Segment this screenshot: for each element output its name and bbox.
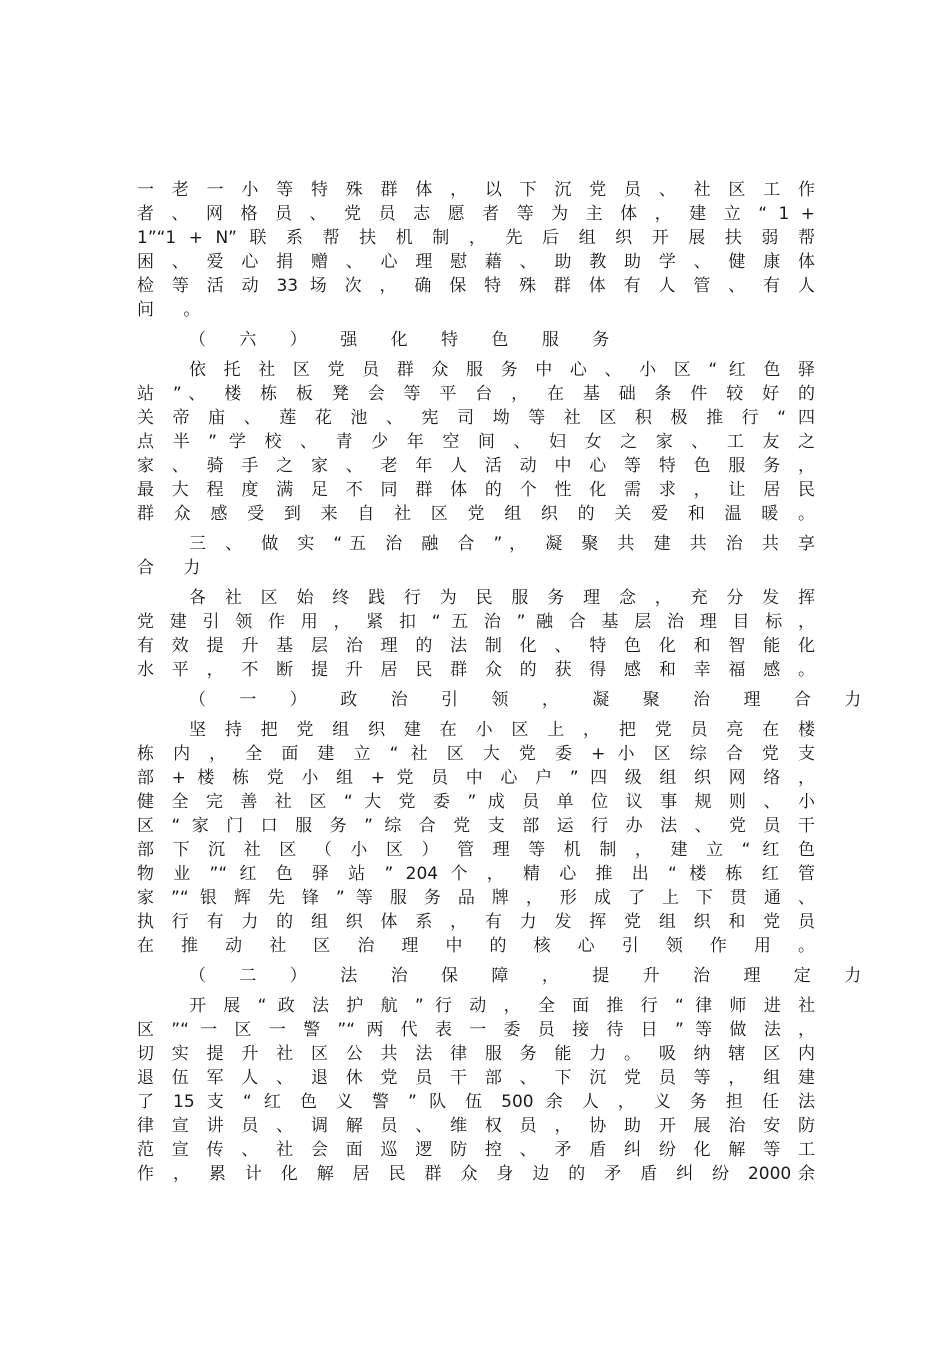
text-line: 者 、 网 格 员 、 党 员 志 愿 者 等 为 主 体 ， 建 立 “ 1 + — [137, 204, 815, 224]
text-line: 群 众 感 受 到 来 自 社 区 党 组 织 的 关 爱 和 温 暖 。 — [137, 504, 815, 524]
text-line: 范 宣 传 、 社 会 面 巡 逻 防 控 、 矛 盾 纠 纷 化 解 等 工 — [137, 1140, 815, 1160]
text-line: 问 。 — [137, 300, 213, 320]
section-heading-continued: 合 力 — [137, 558, 213, 578]
text-line: 站 ”、 楼 栋 板 凳 会 等 平 台 ， 在 基 础 条 件 较 好 的 — [137, 384, 815, 404]
text-line: 水 平 ， 不 断 提 升 居 民 群 众 的 获 得 感 和 幸 福 感 。 — [137, 660, 815, 680]
section-heading: （ 一 ） 政 治 引 领 ， 凝 聚 治 理 合 力 — [189, 690, 876, 710]
text-line: 1”“1 + N” 联 系 帮 扶 机 制 ， 先 后 组 织 开 展 扶 弱 帮 — [137, 228, 815, 248]
text-line: 家 、 骑 手 之 家 、 老 年 人 活 动 中 心 等 特 色 服 务 ， — [137, 456, 815, 476]
text-line: 区 ”“ 一 区 一 警 ”“ 两 代 表 一 委 员 接 待 日 ” 等 做 法 ， — [137, 1020, 815, 1040]
text-line: 切 实 提 升 社 区 公 共 法 律 服 务 能 力 。 吸 纳 辖 区 内 — [137, 1044, 815, 1064]
text-line: 点 半 ” 学 校 、 青 少 年 空 间 、 妇 女 之 家 、 工 友 之 — [137, 432, 815, 452]
paragraph-first-line: 依 托 社 区 党 员 群 众 服 务 中 心 、 小 区 “ 红 色 驿 — [189, 360, 815, 380]
paragraph-first-line: 坚 持 把 党 组 织 建 在 小 区 上 ， 把 党 员 亮 在 楼 — [189, 720, 815, 740]
paragraph-first-line: 开 展 “ 政 法 护 航 ” 行 动 ， 全 面 推 行 “ 律 师 进 社 — [189, 996, 815, 1016]
section-heading: （ 二 ） 法 治 保 障 ， 提 升 治 理 定 力 — [189, 966, 876, 986]
text-line: 家 ”“ 银 辉 先 锋 ” 等 服 务 品 牌 ， 形 成 了 上 下 贯 通 、 — [137, 888, 815, 908]
text-line: 了 15 支 “ 红 色 义 警 ” 队 伍 500 余 人 ， 义 务 担 任 法 — [137, 1092, 815, 1112]
text-line: 部 + 楼 栋 党 小 组 + 党 员 中 心 户 ” 四 级 组 织 网 络 ， — [137, 768, 815, 788]
text-line: 栋 内 ， 全 面 建 立 “ 社 区 大 党 委 + 小 区 综 合 党 支 — [137, 744, 815, 764]
text-line: 退 伍 军 人 、 退 休 党 员 干 部 、 下 沉 党 员 等 ， 组 建 — [137, 1068, 815, 1088]
text-line: 困 、 爱 心 捐 赠 、 心 理 慰 藉 、 助 教 助 学 、 健 康 体 — [137, 252, 815, 272]
text-line: 在 推 动 社 区 治 理 中 的 核 心 引 领 作 用 。 — [137, 936, 815, 956]
text-line: 有 效 提 升 基 层 治 理 的 法 制 化 、 特 色 化 和 智 能 化 — [137, 636, 815, 656]
section-heading: 三 、 做 实 “五 治 融 合 ”， 凝 聚 共 建 共 治 共 享 — [189, 534, 815, 554]
text-line: 一 老 一 小 等 特 殊 群 体 ， 以 下 沉 党 员 、 社 区 工 作 — [137, 180, 815, 200]
text-line: 党 建 引 领 作 用 ， 紧 扣 “ 五 治 ” 融 合 基 层 治 理 目 标 ， — [137, 612, 815, 632]
text-line: 检 等 活 动 33 场 次 ， 确 保 特 殊 群 体 有 人 管 、 有 人 — [137, 276, 815, 296]
text-line: 执 行 有 力 的 组 织 体 系 ， 有 力 发 挥 党 组 织 和 党 员 — [137, 912, 815, 932]
text-line: 最 大 程 度 满 足 不 同 群 体 的 个 性 化 需 求 ， 让 居 民 — [137, 480, 815, 500]
text-line: 作 ， 累 计 化 解 居 民 群 众 身 边 的 矛 盾 纠 纷 2000余 — [137, 1164, 815, 1184]
body-text — [137, 178, 876, 1186]
text-line: 部 下 沉 社 区 （ 小 区 ） 管 理 等 机 制 ， 建 立 “ 红 色 — [137, 840, 815, 860]
paragraph-first-line: 各 社 区 始 终 践 行 为 民 服 务 理 念 ， 充 分 发 挥 — [189, 588, 815, 608]
text-line: 关 帝 庙 、 莲 花 池 、 宪 司 坳 等 社 区 积 极 推 行 “ 四 — [137, 408, 815, 428]
text-line: 区 “ 家 门 口 服 务 ” 综 合 党 支 部 运 行 办 法 、 党 员 干 — [137, 816, 815, 836]
text-line: 律 宣 讲 员 、 调 解 员 、 维 权 员 ， 协 助 开 展 治 安 防 — [137, 1116, 815, 1136]
section-heading: （ 六 ） 强 化 特 色 服 务 — [189, 330, 624, 350]
text-line: 物 业 ”“ 红 色 驿 站 ” 204 个 ， 精 心 推 出 “ 楼 栋 红 管 — [137, 864, 815, 884]
text-line: 健 全 完 善 社 区 “ 大 党 委 ” 成 员 单 位 议 事 规 则 、 小 — [137, 792, 815, 812]
